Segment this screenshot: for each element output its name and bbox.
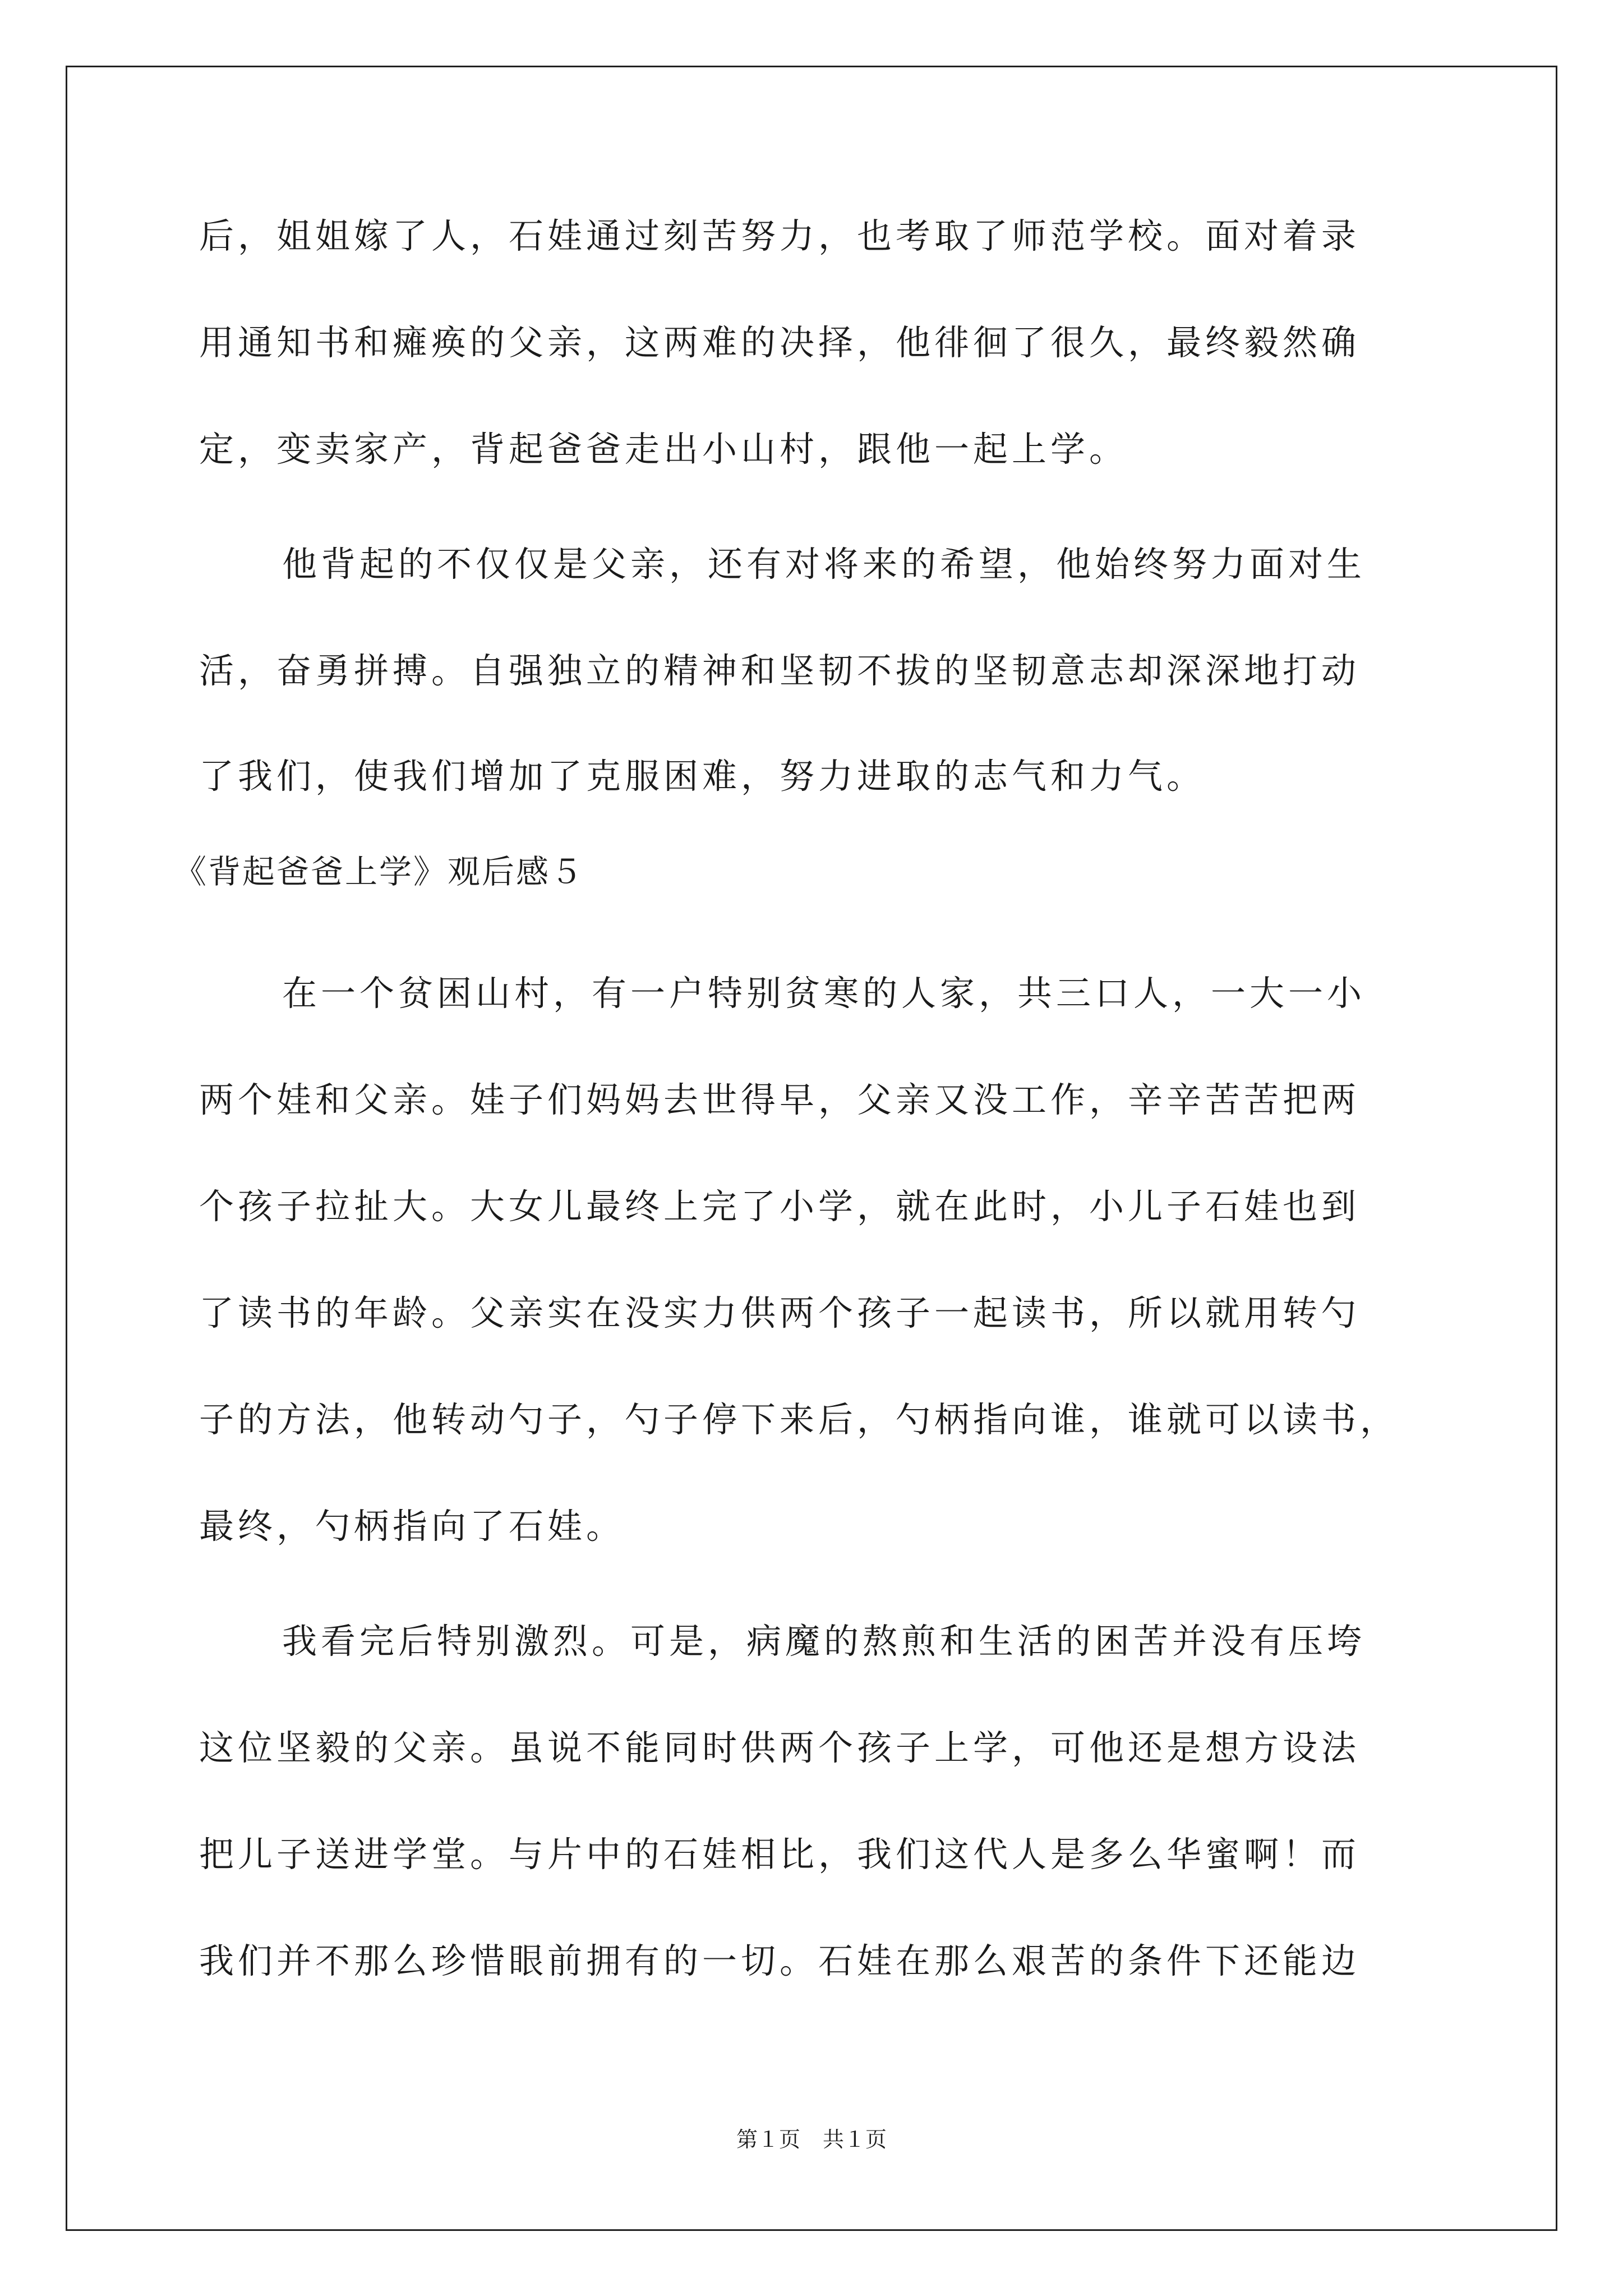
page-total: 共１页 <box>823 2127 887 2152</box>
paragraph-line: 用通知书和瘫痪的父亲，这两难的决择，他徘徊了很久，最终毅然确 <box>199 322 1361 363</box>
paragraph-line: 两个娃和父亲。娃子们妈妈去世得早，父亲又没工作，辛辛苦苦把两 <box>199 1079 1361 1120</box>
paragraph-line: 在一个贫困山村，有一户特别贫寒的人家，共三口人，一大一小 <box>282 973 1366 1014</box>
paragraph-line: 他背起的不仅仅是父亲，还有对将来的希望，他始终努力面对生 <box>282 544 1366 585</box>
paragraph-line: 活，奋勇拼搏。自强独立的精神和坚韧不拔的坚韧意志却深深地打动 <box>199 650 1361 691</box>
section-heading: 《背起爸爸上学》观后感５ <box>174 853 585 891</box>
paragraph-line: 定，变卖家产，背起爸爸走出小山村，跟他一起上学。 <box>199 429 1128 470</box>
page-frame <box>66 66 1557 2231</box>
page-footer <box>0 2129 1623 2150</box>
paragraph-line: 我们并不那么珍惜眼前拥有的一切。石娃在那么艰苦的条件下还能边 <box>199 1940 1361 1981</box>
paragraph-line: 我看完后特别激烈。可是，病魔的熬煎和生活的困苦并没有压垮 <box>282 1621 1366 1662</box>
page-number: 第１页 <box>736 2127 800 2152</box>
paragraph-line: 子的方法，他转动勺子，勺子停下来后，勺柄指向谁，谁就可以读书， <box>199 1399 1399 1440</box>
paragraph-line: 了读书的年龄。父亲实在没实力供两个孩子一起读书，所以就用转勺 <box>199 1292 1361 1333</box>
paragraph-line: 把儿子送进学堂。与片中的石娃相比，我们这代人是多么华蜜啊！而 <box>199 1834 1361 1875</box>
paragraph-line: 最终，勺柄指向了石娃。 <box>199 1506 625 1547</box>
paragraph-line: 了我们，使我们增加了克服困难，努力进取的志气和力气。 <box>199 756 1206 797</box>
paragraph-line: 后，姐姐嫁了人，石娃通过刻苦努力，也考取了师范学校。面对着录 <box>199 215 1361 256</box>
paragraph-line: 个孩子拉扯大。大女儿最终上完了小学，就在此时，小儿子石娃也到 <box>199 1186 1361 1227</box>
paragraph-line: 这位坚毅的父亲。虽说不能同时供两个孩子上学，可他还是想方设法 <box>199 1727 1361 1768</box>
